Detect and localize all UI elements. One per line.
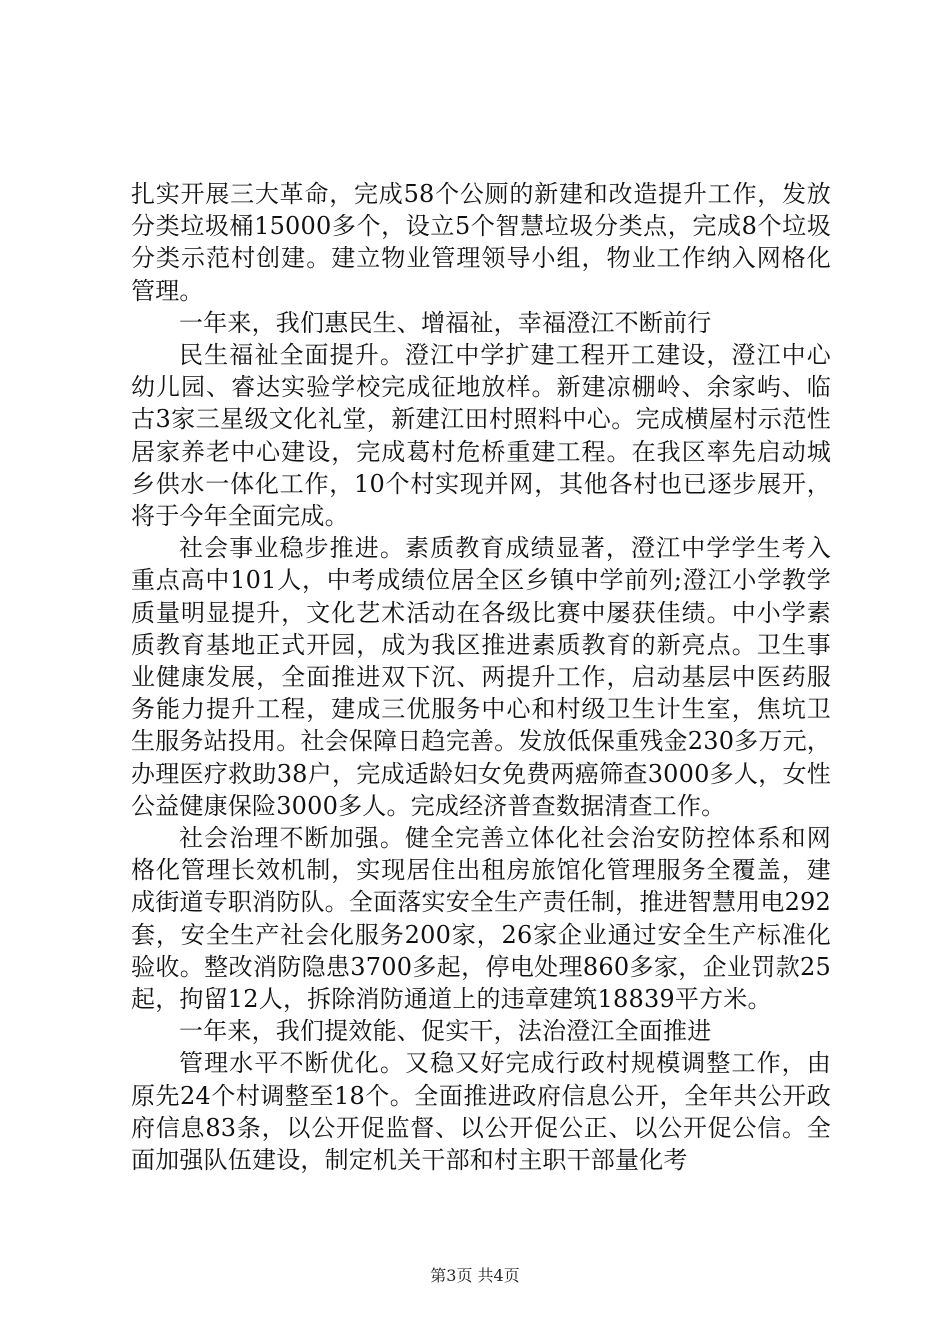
paragraph-1: 扎实开展三大革命，完成58个公厕的新建和改造提升工作，发放分类垃圾桶15000多个，设立5个智慧垃圾分类点，完成8个垃圾分类示范村创建。建立物业管理领导小组，物业工作纳入网格化管理。 [131, 180, 831, 305]
page-number-footer: 第3页 共4页 [430, 1266, 520, 1285]
section-heading-2: 一年来，我们提效能、促实干，法治澄江全面推进 [179, 1017, 712, 1046]
document-body [131, 178, 831, 1176]
paragraph-3: 社会事业稳步推进。素质教育成绩显著，澄江中学学生考入重点高中101人，中考成绩位居全区乡镇中学前列;澄江小学教学质量明显提升，文化艺术活动在各级比赛中屡获佳绩。中小学素质教育基地正式开园，成为我区推进素质教育的新亮点。卫生事业健康发展，全面推进双下沉、两提升工作，启动基层中医药服务能力提升工程，建成三优服务中心和村级卫生计生室，焦坑卫生服务站投用。社会保障日趋完善。发放低保重残金230多万元，办理医疗救助38户，完成适龄妇女免费两癌筛查3000多人，女性公益健康保险3000多人。完成经济普查数据清查工作。 [131, 534, 831, 820]
paragraph-4: 社会治理不断加强。健全完善立体化社会治安防控体系和网格化管理长效机制，实现居住出租房旅馆化管理服务全覆盖，建成街道专职消防队。全面落实安全生产责任制，推进智慧用电292套，安全生产社会化服务200家，26家企业通过安全生产标准化验收。整改消防隐患3700多起，停电处理860多家，企业罚款25起，拘留12人，拆除消防通道上的违章建筑18839平方米。 [131, 824, 831, 1014]
paragraph-2: 民生福祉全面提升。澄江中学扩建工程开工建设，澄江中心幼儿园、睿达实验学校完成征地放样。新建凉棚岭、余家屿、临古3家三星级文化礼堂，新建江田村照料中心。完成横屋村示范性居家养老中心建设，完成葛村危桥重建工程。在我区率先启动城乡供水一体化工作，10个村实现并网，其他各村也已逐步展开，将于今年全面完成。 [131, 341, 831, 531]
section-heading-1: 一年来，我们惠民生、增福祉，幸福澄江不断前行 [179, 308, 712, 337]
paragraph-5: 管理水平不断优化。又稳又好完成行政村规模调整工作，由原先24个村调整至18个。全面推进政府信息公开，全年共公开政府信息83条，以公开促监督、以公开促公正、以公开促公信。全面加强队伍建设，制定机关干部和村主职干部量化考 [131, 1049, 831, 1175]
